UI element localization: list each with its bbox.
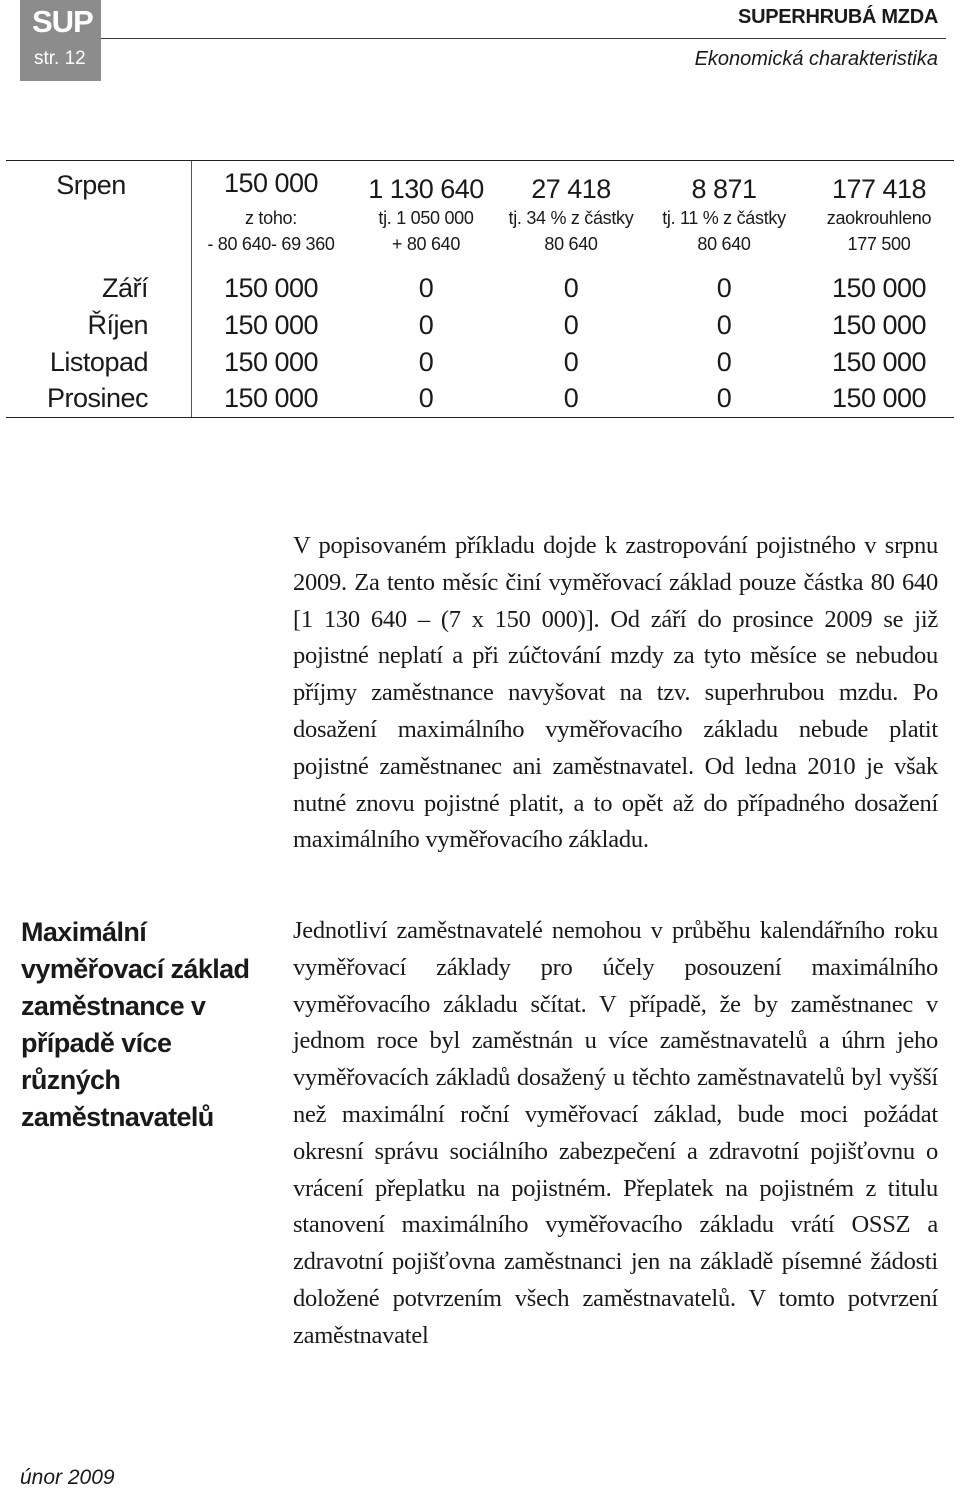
month-cell: Prosinec [46, 383, 148, 413]
cell-note: - 80 640- 69 360 [207, 234, 335, 254]
cell-note: tj. 34 % z částky [508, 208, 634, 228]
super-gross-cell [804, 173, 954, 257]
social-insurance-cell: 0 [563, 383, 579, 413]
health-insurance-cell: 0 [716, 273, 732, 303]
header-divider [101, 38, 946, 39]
super-gross-cell: 150 000 [831, 347, 927, 377]
section-badge [20, 0, 101, 81]
section-code: SUP [32, 4, 93, 39]
super-gross-cell: 150 000 [831, 310, 927, 340]
cell-note: zaokrouhleno [826, 208, 932, 228]
paragraph: V popisovaném příkladu dojde k zastropování pojistného v srpnu 2009. Za tento měsíc činí vyměřovací základ pouze částka 80 640 [1 130 640 – (7 x 150 000)]. Od září do prosince 2009 se již pojistné neplatí a při zúčtování mzdy za tyto měsíce se nebudou příjmy zaměstnance navyšovat na tzv. superhrubou mzdu. Po dosažení maximálního vyměřovacího základu nebude platit pojistné zaměstnanec ani zaměstnavatel. Od ledna 2010 je však nutné znovu pojistné platit, a to opět až do případného dosažení maximálního vyměřovacího základu. [293, 532, 938, 854]
cumulative-cell: 0 [418, 310, 434, 340]
cumulative-cell: 0 [418, 273, 434, 303]
month-cell: Listopad [49, 347, 148, 377]
cumulative-cell: 0 [418, 347, 434, 377]
social-insurance-cell [496, 173, 646, 257]
super-gross-cell: 150 000 [831, 273, 927, 303]
page-title: SUPERHRUBÁ MZDA [738, 6, 938, 28]
table-row-srpen [6, 167, 954, 267]
cell-note: tj. 11 % z částky [662, 208, 786, 228]
page-number: str. 12 [34, 48, 86, 69]
cell-note: tj. 1 050 000 [378, 208, 474, 228]
cell-value: 150 000 [223, 168, 319, 198]
month-cell: Srpen [56, 170, 126, 200]
health-insurance-cell: 0 [716, 347, 732, 377]
gross-cell: 150 000 [223, 310, 319, 340]
page-subtitle: Ekonomická charakteristika [694, 48, 938, 70]
cell-note: 177 500 [847, 234, 911, 254]
table-row [6, 309, 954, 345]
social-insurance-cell: 0 [563, 347, 579, 377]
table-row [6, 382, 954, 418]
health-insurance-cell [649, 173, 799, 257]
paragraph: Jednotliví zaměstnavatelé nemohou v průběhu kalendářního roku vyměřovací základy pro účely posouzení maximálního vyměřovacího základu sčítat. V případě, že by zaměstnanec v jednom roce byl zaměstnán u více zaměstnavatelů a úhrn jeho vyměřovacích základů dosažený u těchto zaměstnavatelů byl vyšší než maximální roční vyměřovací základ, bude moci požádat okresní správu sociálního zabezpečení a zdravotní pojišťovnu o vrácení přeplatku na pojistném. Přeplatek na pojistném z titulu stanovení maximálního vyměřovacího základu vrátí OSSZ a zdravotní pojišťovna zaměstnanci jen na základě písemné žádosti doložené potvrzením všech zaměstnavatelů. V tomto potvrzení zaměstnavatel [293, 917, 938, 1349]
social-insurance-cell: 0 [563, 273, 579, 303]
cumulative-cell: 0 [418, 383, 434, 413]
social-insurance-cell: 0 [563, 310, 579, 340]
health-insurance-cell: 0 [716, 310, 732, 340]
margin-heading: Maximální vyměřovací základ zaměstnance v případě více různých zaměstnavatelů [21, 917, 250, 1132]
gross-cell [196, 167, 346, 257]
cell-value: 177 418 [831, 174, 927, 204]
cell-note: z toho: [245, 208, 297, 228]
gross-cell: 150 000 [223, 273, 319, 303]
cell-note: 80 640 [697, 234, 751, 254]
cell-note: + 80 640 [391, 234, 461, 254]
table-row [6, 346, 954, 382]
issue-date: únor 2009 [20, 1466, 115, 1489]
month-cell: Září [101, 273, 148, 303]
gross-cell: 150 000 [223, 383, 319, 413]
month-cell: Říjen [87, 310, 148, 340]
cell-value: 27 418 [531, 174, 611, 204]
health-insurance-cell: 0 [716, 383, 732, 413]
salary-table [6, 160, 954, 418]
cell-value: 8 871 [691, 174, 757, 204]
cumulative-cell [351, 173, 501, 257]
cell-note: 80 640 [544, 234, 598, 254]
gross-cell: 150 000 [223, 347, 319, 377]
table-row [6, 272, 954, 308]
super-gross-cell: 150 000 [831, 383, 927, 413]
cell-value: 1 130 640 [368, 174, 484, 204]
